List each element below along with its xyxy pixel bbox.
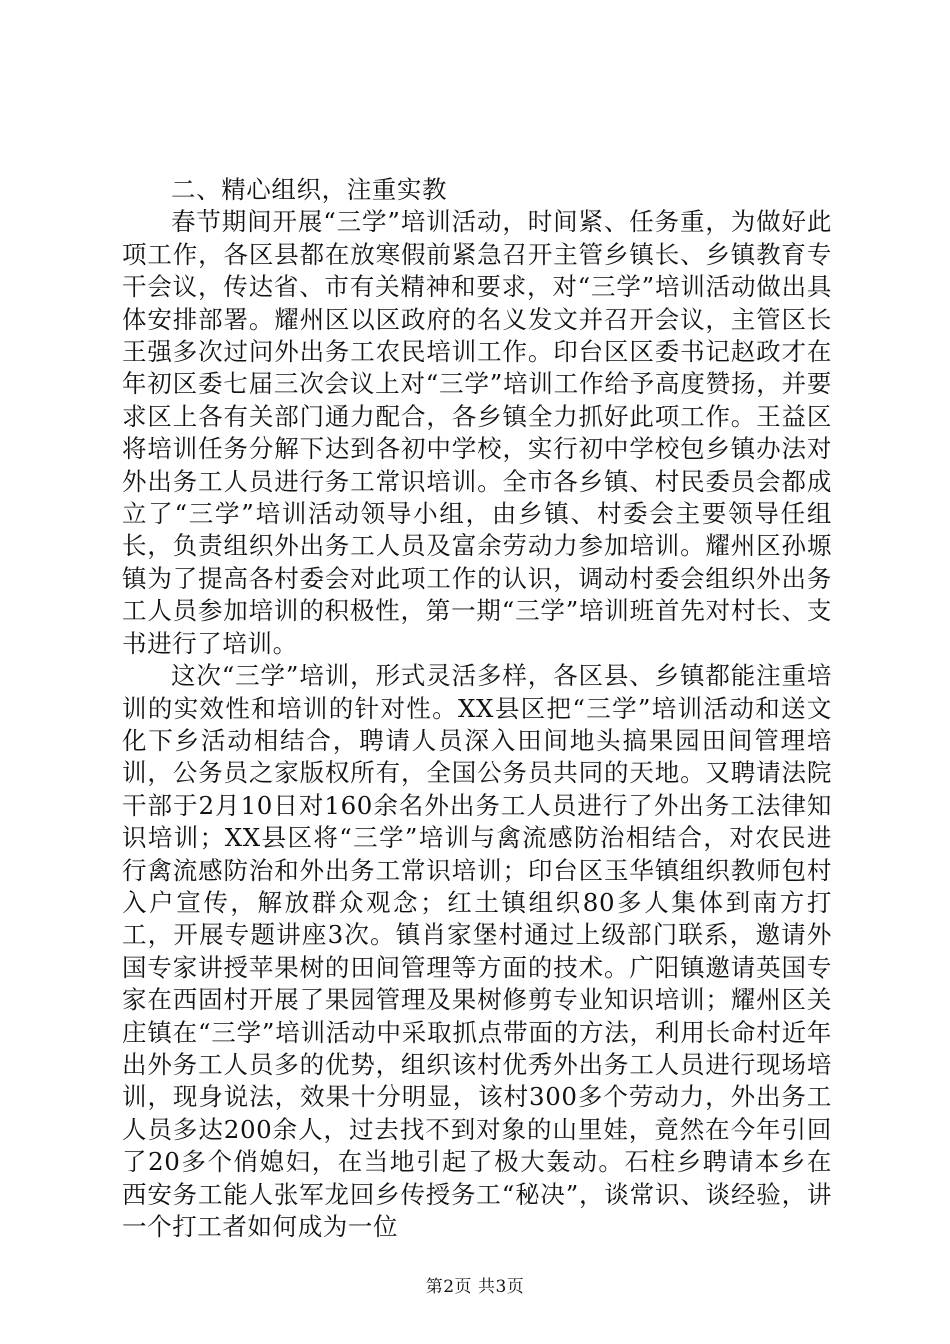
document-body: [122, 174, 832, 1243]
section-heading: 二、精心组织，注重实教: [171, 175, 448, 204]
paragraph: 这次“三学”培训，形式灵活多样，各区县、乡镇都能注重培训的实效性和培训的针对性。XX县区把“三学”培训活动和送文化下乡活动相结合，聘请人员深入田间地头搞果园田间管理培训，公务员之家版权所有，全国公务员共同的天地。又聘请法院干部于2月10日对160余名外出务工人员进行了外出务工法律知识培训；XX县区将“三学”培训与禽流感防治相结合，对农民进行禽流感防治和外出务工常识培训；印台区玉华镇组织教师包村入户宣传，解放群众观念；红土镇组织80多人集体到南方打工，开展专题讲座3次。镇肖家堡村通过上级部门联系，邀请外国专家讲授苹果树的田间管理等方面的技术。广阳镇邀请英国专家在西固村开展了果园管理及果树修剪专业知识培训；耀州区关庄镇在“三学”培训活动中采取抓点带面的方法，利用长命村近年出外务工人员多的优势，组织该村优秀外出务工人员进行现场培训，现身说法，效果十分明显，该村300多个劳动力，外出务工人员多达200余人，过去找不到对象的山里娃，竟然在今年引回了20多个俏媳妇，在当地引起了极大轰动。石柱乡聘请本乡在西安务工能人张军龙回乡传授务工“秘决”，谈常识、谈经验，讲一个打工者如何成为一位: [122, 661, 832, 1241]
paragraph: 春节期间开展“三学”培训活动，时间紧、任务重，为做好此项工作，各区县都在放寒假前紧急召开主管乡镇长、乡镇教育专干会议，传达省、市有关精神和要求，对“三学”培训活动做出具体安排部署。耀州区以区政府的名义发文并召开会议，主管区长王强多次过问外出务工农民培训工作。印台区区委书记赵政才在年初区委七届三次会议上对“三学”培训工作给予高度赞扬，并要求区上各有关部门通力配合，各乡镇全力抓好此项工作。王益区将培训任务分解下达到各初中学校，实行初中学校包乡镇办法对外出务工人员进行务工常识培训。全市各乡镇、村民委员会都成立了“三学”培训活动领导小组，由乡镇、村委会主要领导任组长，负责组织外出务工人员及富余劳动力参加培训。耀州区孙塬镇为了提高各村委会对此项工作的认识，调动村委会组织外出务工人员参加培训的积极性，第一期“三学”培训班首先对村长、支书进行了培训。: [122, 207, 832, 658]
page-number-footer: 第2页 共3页: [425, 1277, 525, 1297]
